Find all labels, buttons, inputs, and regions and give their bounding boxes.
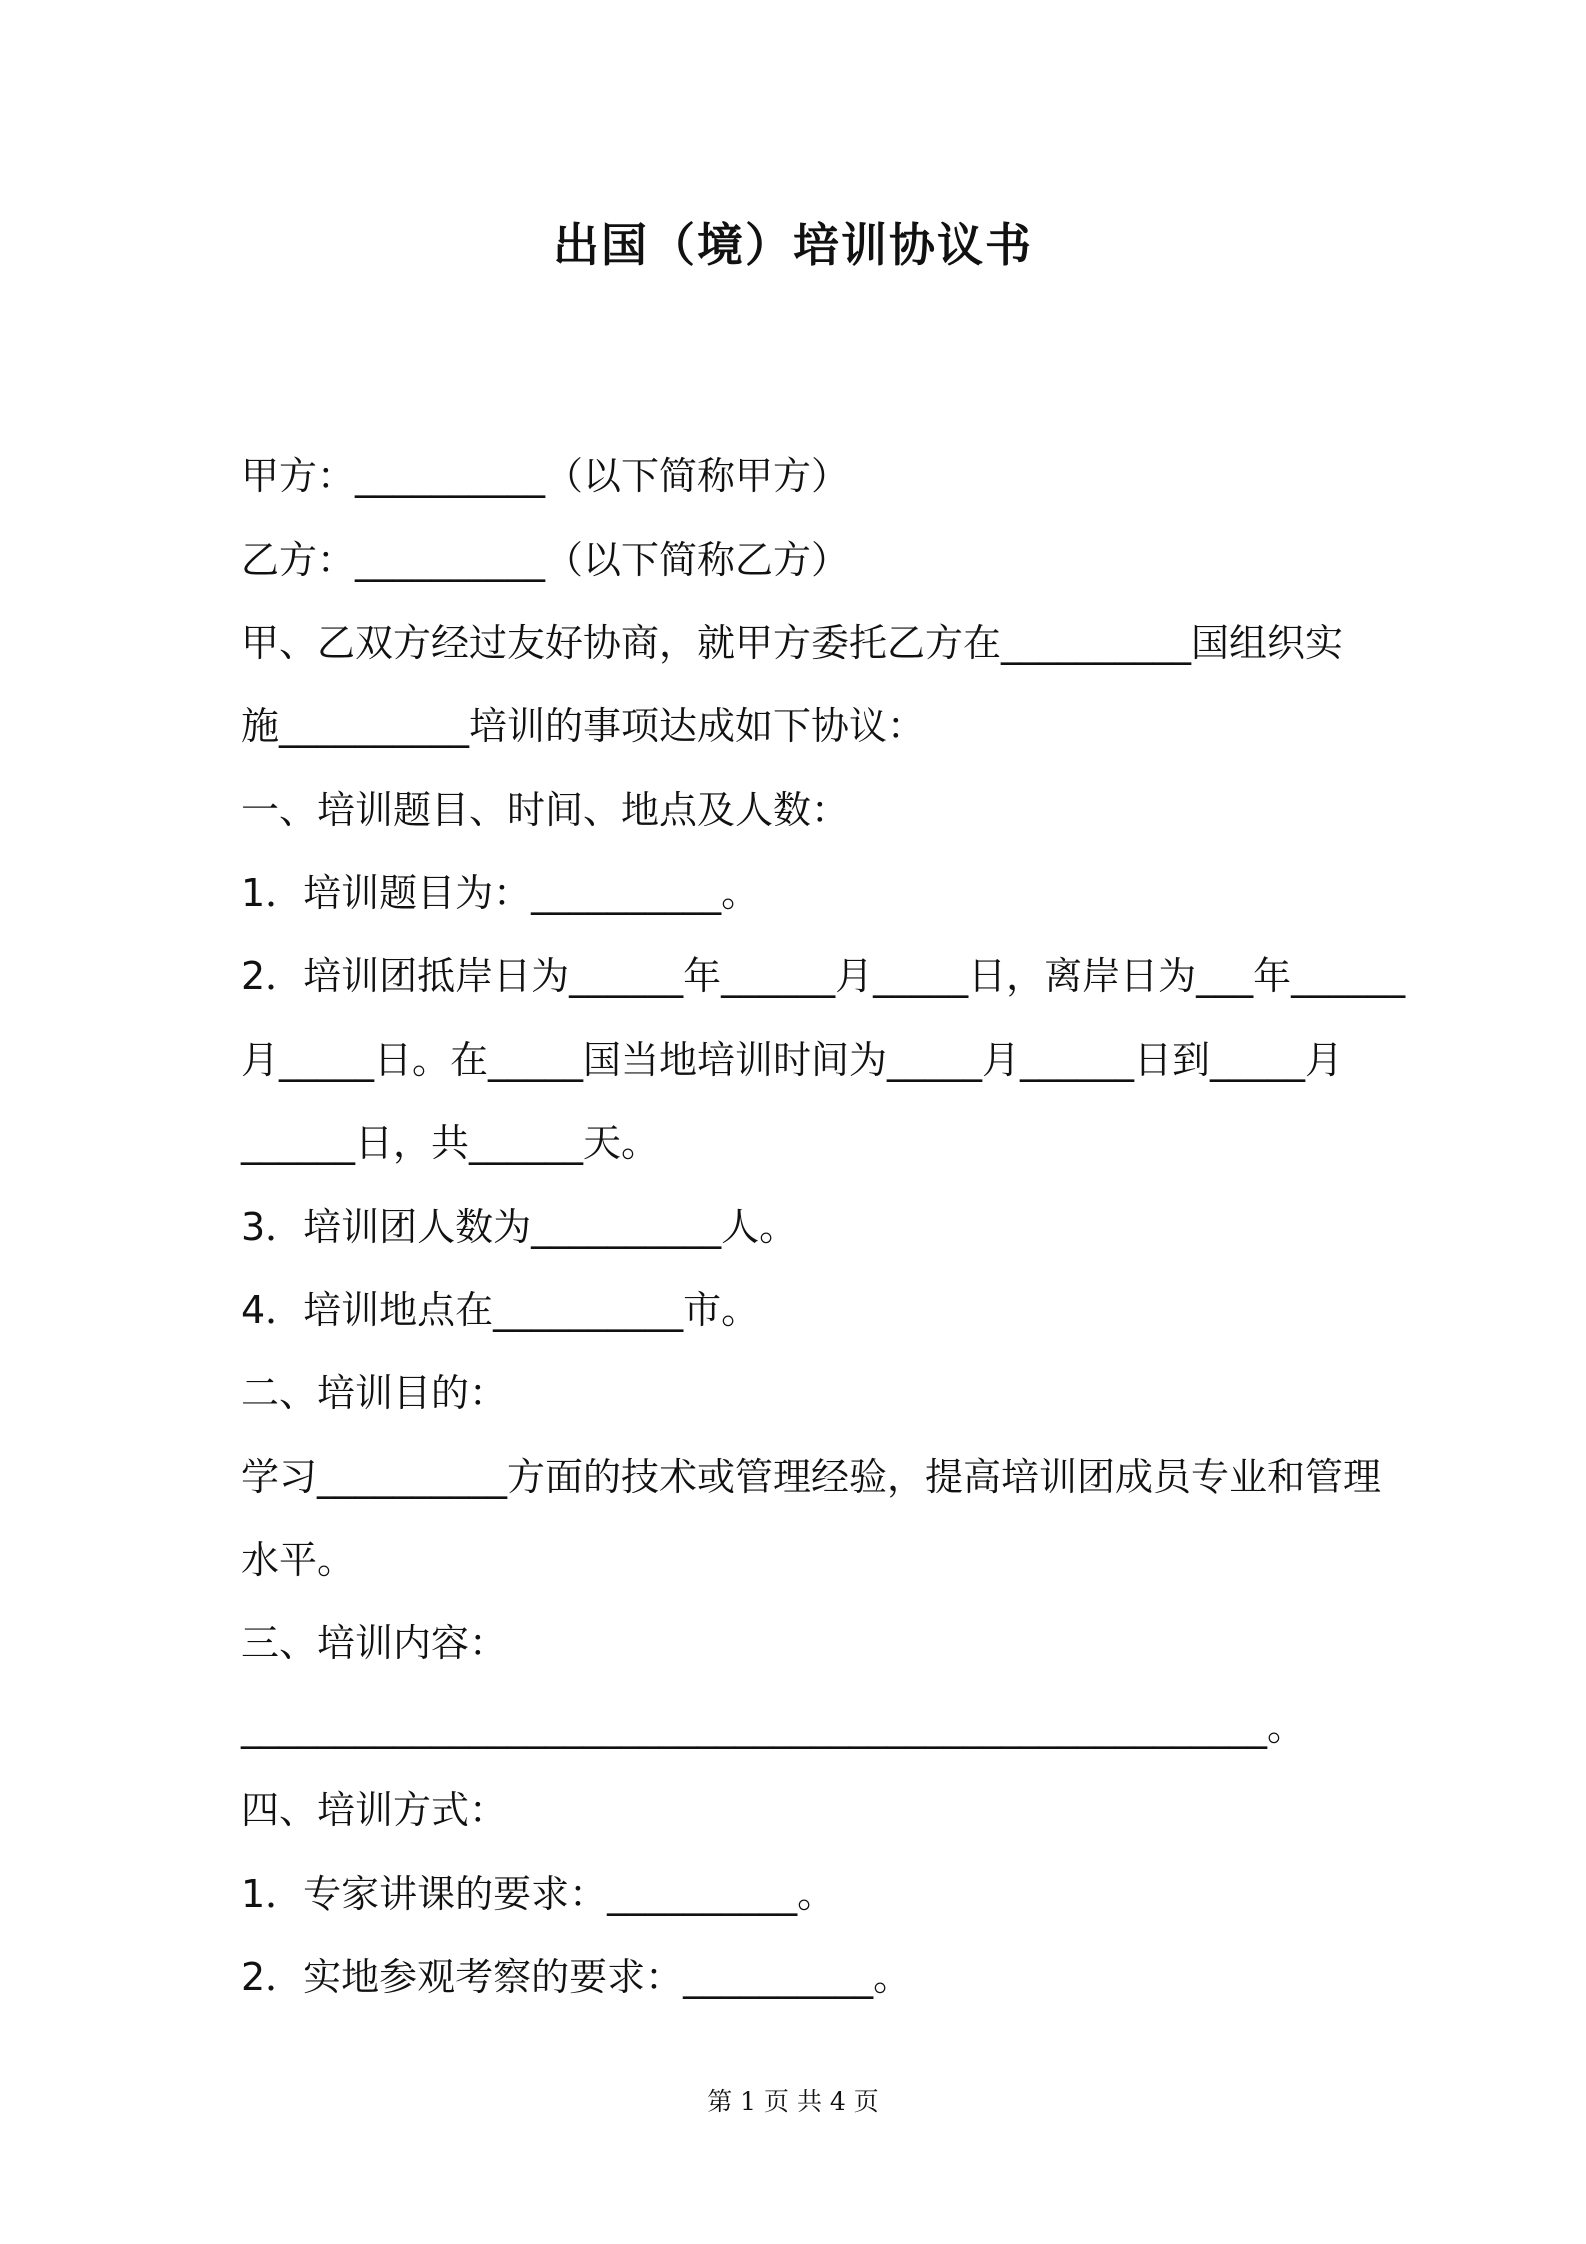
clause-1-2-line-2: 月_____日。在_____国当地培训时间为_____月______日到_____月 xyxy=(241,1038,1344,1082)
document-title: 出国（境）培训协议书 xyxy=(553,218,1033,272)
clause-1-3: 3．培训团人数为__________人。 xyxy=(241,1205,798,1249)
intro-line-1: 甲、乙双方经过友好协商，就甲方委托乙方在__________国组织实 xyxy=(241,621,1344,665)
clause-1-2-line-1: 2．培训团抵岸日为______年______月_____日，离岸日为___年______ xyxy=(241,954,1406,998)
section-2-body-line-1: 学习__________方面的技术或管理经验，提高培训团成员专业和管理 xyxy=(241,1455,1382,1499)
section-1-heading: 一、培训题目、时间、地点及人数： xyxy=(241,788,850,832)
section-2-body-line-2: 水平。 xyxy=(241,1538,356,1582)
clause-1-1: 1．培训题目为：__________。 xyxy=(241,871,760,915)
clause-1-4: 4．培训地点在__________市。 xyxy=(241,1288,760,1332)
clause-1-2-line-3: ______日，共______天。 xyxy=(241,1121,660,1165)
party-a-line: 甲方：__________（以下简称甲方） xyxy=(241,454,850,498)
section-3-heading: 三、培训内容： xyxy=(241,1621,508,1665)
clause-4-2: 2．实地参观考察的要求：__________。 xyxy=(241,1955,912,1999)
intro-line-2: 施__________培训的事项达成如下协议： xyxy=(241,704,926,748)
section-2-heading: 二、培训目的： xyxy=(241,1371,508,1415)
section-3-body: ______________________________________________________。 xyxy=(241,1705,1306,1749)
page-number-footer: 第 1 页 共 4 页 xyxy=(707,2087,879,2116)
clause-4-1: 1．专家讲课的要求：__________。 xyxy=(241,1872,836,1916)
section-4-heading: 四、培训方式： xyxy=(241,1788,508,1832)
party-b-line: 乙方：__________（以下简称乙方） xyxy=(241,538,850,582)
